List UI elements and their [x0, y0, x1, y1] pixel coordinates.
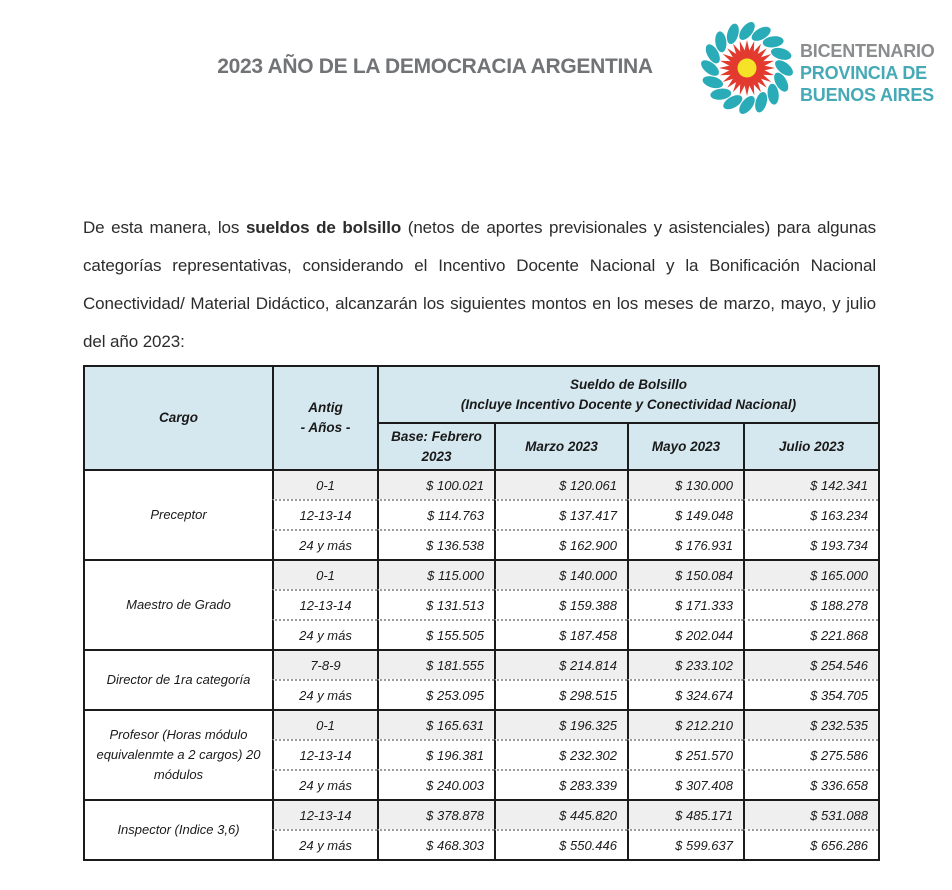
header-antig-line1: Antig — [308, 400, 343, 416]
amount-cell: $ 253.095 — [377, 679, 494, 709]
amount-cell: $ 233.102 — [627, 649, 743, 679]
amount-cell: $ 137.417 — [494, 499, 627, 529]
table-row — [85, 799, 878, 829]
logo-line-provincia: PROVINCIA DE — [800, 63, 927, 83]
page-motto: 2023 AÑO DE LA DEMOCRACIA ARGENTINA — [217, 55, 653, 78]
header-sueldo-title: Sueldo de Bolsillo — [570, 376, 688, 392]
logo-line-bicentenario: BICENTENARIO — [800, 41, 935, 61]
antig-cell: 0-1 — [272, 709, 377, 739]
table-row — [85, 709, 878, 739]
header-col-mayo: Mayo 2023 — [627, 422, 743, 469]
amount-cell: $ 100.021 — [377, 469, 494, 499]
amount-cell: $ 162.900 — [494, 529, 627, 559]
amount-cell: $ 232.302 — [494, 739, 627, 769]
intro-paragraph — [83, 209, 876, 361]
amount-cell: $ 155.505 — [377, 619, 494, 649]
antig-cell: 12-13-14 — [272, 799, 377, 829]
antig-cell: 24 y más — [272, 679, 377, 709]
amount-cell: $ 283.339 — [494, 769, 627, 799]
antig-cell: 12-13-14 — [272, 499, 377, 529]
header-antig-line2: - Años - — [300, 420, 351, 435]
amount-cell: $ 599.637 — [627, 829, 743, 859]
amount-cell: $ 445.820 — [494, 799, 627, 829]
amount-cell: $ 130.000 — [627, 469, 743, 499]
amount-cell: $ 307.408 — [627, 769, 743, 799]
amount-cell: $ 202.044 — [627, 619, 743, 649]
header-sueldo-subtitle: (Incluye Incentivo Docente y Conectividad Nacional) — [460, 396, 797, 412]
amount-cell: $ 187.458 — [494, 619, 627, 649]
amount-cell: $ 165.000 — [743, 559, 878, 589]
amount-cell: $ 171.333 — [627, 589, 743, 619]
cargo-cell: Inspector (Indice 3,6) — [85, 799, 272, 859]
amount-cell: $ 254.546 — [743, 649, 878, 679]
amount-cell: $ 336.658 — [743, 769, 878, 799]
amount-cell: $ 324.674 — [627, 679, 743, 709]
salary-table — [83, 365, 880, 861]
amount-cell: $ 251.570 — [627, 739, 743, 769]
amount-cell: $ 485.171 — [627, 799, 743, 829]
cargo-cell: Preceptor — [85, 469, 272, 559]
antig-cell: 0-1 — [272, 469, 377, 499]
amount-cell: $ 232.535 — [743, 709, 878, 739]
amount-cell: $ 159.388 — [494, 589, 627, 619]
header-col-julio: Julio 2023 — [743, 422, 878, 469]
antig-cell: 24 y más — [272, 619, 377, 649]
amount-cell: $ 181.555 — [377, 649, 494, 679]
table-row — [85, 559, 878, 589]
amount-cell: $ 150.084 — [627, 559, 743, 589]
amount-cell: $ 656.286 — [743, 829, 878, 859]
amount-cell: $ 275.586 — [743, 739, 878, 769]
amount-cell: $ 163.234 — [743, 499, 878, 529]
antig-cell: 24 y más — [272, 529, 377, 559]
amount-cell: $ 212.210 — [627, 709, 743, 739]
amount-cell: $ 188.278 — [743, 589, 878, 619]
amount-cell: $ 378.878 — [377, 799, 494, 829]
amount-cell: $ 221.868 — [743, 619, 878, 649]
amount-cell: $ 298.515 — [494, 679, 627, 709]
cargo-cell: Profesor (Horas módulo equivalenmte a 2 cargos) 20 módulos — [85, 709, 272, 799]
header-antiguedad — [272, 367, 377, 469]
amount-cell: $ 149.048 — [627, 499, 743, 529]
amount-cell: $ 468.303 — [377, 829, 494, 859]
amount-cell: $ 550.446 — [494, 829, 627, 859]
header-sueldo-band — [377, 367, 878, 422]
amount-cell: $ 196.381 — [377, 739, 494, 769]
header-col-marzo: Marzo 2023 — [494, 422, 627, 469]
cargo-cell: Maestro de Grado — [85, 559, 272, 649]
cargo-cell: Director de 1ra categoría — [85, 649, 272, 709]
amount-cell: $ 214.814 — [494, 649, 627, 679]
logo-line-buenosaires: BUENOS AIRES — [800, 85, 934, 105]
antig-cell: 0-1 — [272, 559, 377, 589]
intro-text-end: (netos de aportes previsionales y asistenciales) para algunas categorías representativas, considerando el Incentivo Docente Nacional y la Bonificación Nacional Conectividad/ Material Didáctico, alcanzarán los siguientes montos en los meses de marzo, mayo, y julio del año 2023: — [83, 218, 876, 351]
amount-cell: $ 120.061 — [494, 469, 627, 499]
amount-cell: $ 531.088 — [743, 799, 878, 829]
intro-text-start: De esta manera, los — [83, 218, 246, 237]
amount-cell: $ 114.763 — [377, 499, 494, 529]
amount-cell: $ 142.341 — [743, 469, 878, 499]
amount-cell: $ 140.000 — [494, 559, 627, 589]
header-col-base-febrero: Base: Febrero 2023 — [377, 422, 494, 469]
antig-cell: 24 y más — [272, 769, 377, 799]
amount-cell: $ 196.325 — [494, 709, 627, 739]
amount-cell: $ 240.003 — [377, 769, 494, 799]
intro-text-bold: sueldos de bolsillo — [245, 218, 402, 237]
amount-cell: $ 136.538 — [377, 529, 494, 559]
table-header-row-1 — [85, 367, 878, 422]
bicentenario-logo-icon — [697, 18, 797, 118]
logo-wordmark — [800, 40, 935, 106]
antig-cell: 12-13-14 — [272, 739, 377, 769]
antig-cell: 24 y más — [272, 829, 377, 859]
header-cargo: Cargo — [85, 367, 272, 469]
amount-cell: $ 131.513 — [377, 589, 494, 619]
table-row — [85, 649, 878, 679]
amount-cell: $ 176.931 — [627, 529, 743, 559]
logo-sun-center — [738, 59, 757, 78]
antig-cell: 7-8-9 — [272, 649, 377, 679]
amount-cell: $ 165.631 — [377, 709, 494, 739]
amount-cell: $ 115.000 — [377, 559, 494, 589]
amount-cell: $ 193.734 — [743, 529, 878, 559]
antig-cell: 12-13-14 — [272, 589, 377, 619]
table-row — [85, 469, 878, 499]
amount-cell: $ 354.705 — [743, 679, 878, 709]
